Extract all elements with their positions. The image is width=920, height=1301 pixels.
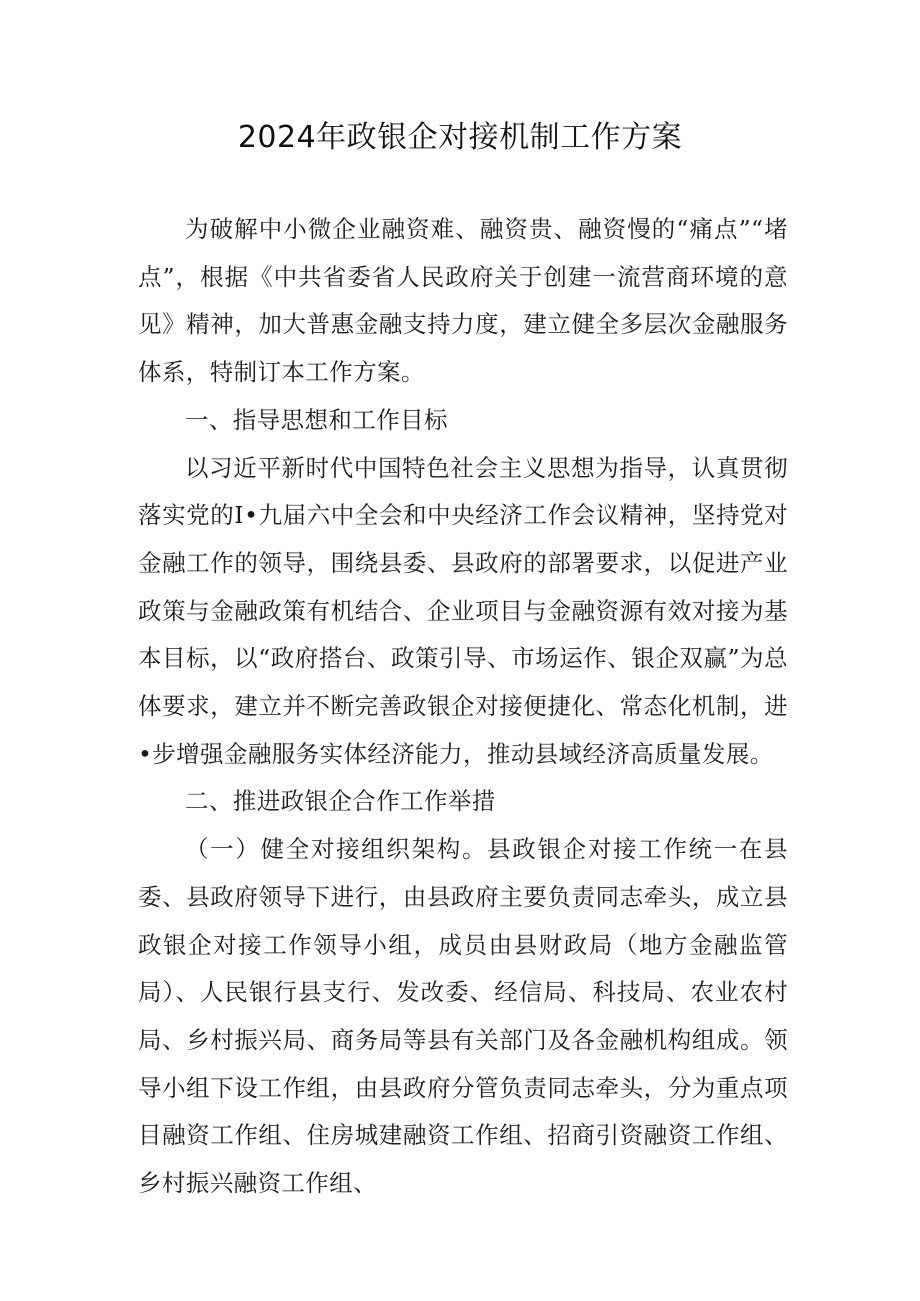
guiding-ideology-paragraph: 以习近平新时代中国特色社会主义思想为指导，认真贯彻落实党的Ⅰ•九届六中全会和中央经济工作会议精神，坚持党对金融工作的领导，围绕县委、县政府的部署要求，以促进产业政策与金融政策有机结合、企业项目与金融资源有效对接为基本目标，以“政府搭台、政策引导、市场运作、银企双赢”为总体要求，建立并不断完善政银企对接便捷化、常态化机制，进•步增强金融服务实体经济能力，推动县域经济高质量发展。 (138, 453, 788, 768)
document-title: 2024年政银企对接机制工作方案 (237, 120, 683, 155)
document-body (138, 206, 788, 1208)
section-heading-2: 二、推进政银企合作工作举措 (185, 787, 496, 816)
section-heading-1: 一、指导思想和工作目标 (185, 405, 448, 434)
organization-paragraph: （一）健全对接组织架构。县政银企对接工作统一在县委、县政府领导下进行，由县政府主要负责同志牵头，成立县政银企对接工作领导小组，成员由县财政局（地方金融监管局）、人民银行县支行、发改委、经信局、科技局、农业农村局、乡村振兴局、商务局等县有关部门及各金融机构组成。领导小组下设工作组，由县政府分管负责同志牵头，分为重点项目融资工作组、住房城建融资工作组、招商引资融资工作组、乡村振兴融资工作组、 (138, 835, 788, 1198)
intro-paragraph: 为破解中小微企业融资难、融资贵、融资慢的“痛点”“堵点”，根据《中共省委省人民政府关于创建一流营商环境的意见》精神，加大普惠金融支持力度，建立健全多层次金融服务体系，特制订本工作方案。 (138, 215, 788, 387)
